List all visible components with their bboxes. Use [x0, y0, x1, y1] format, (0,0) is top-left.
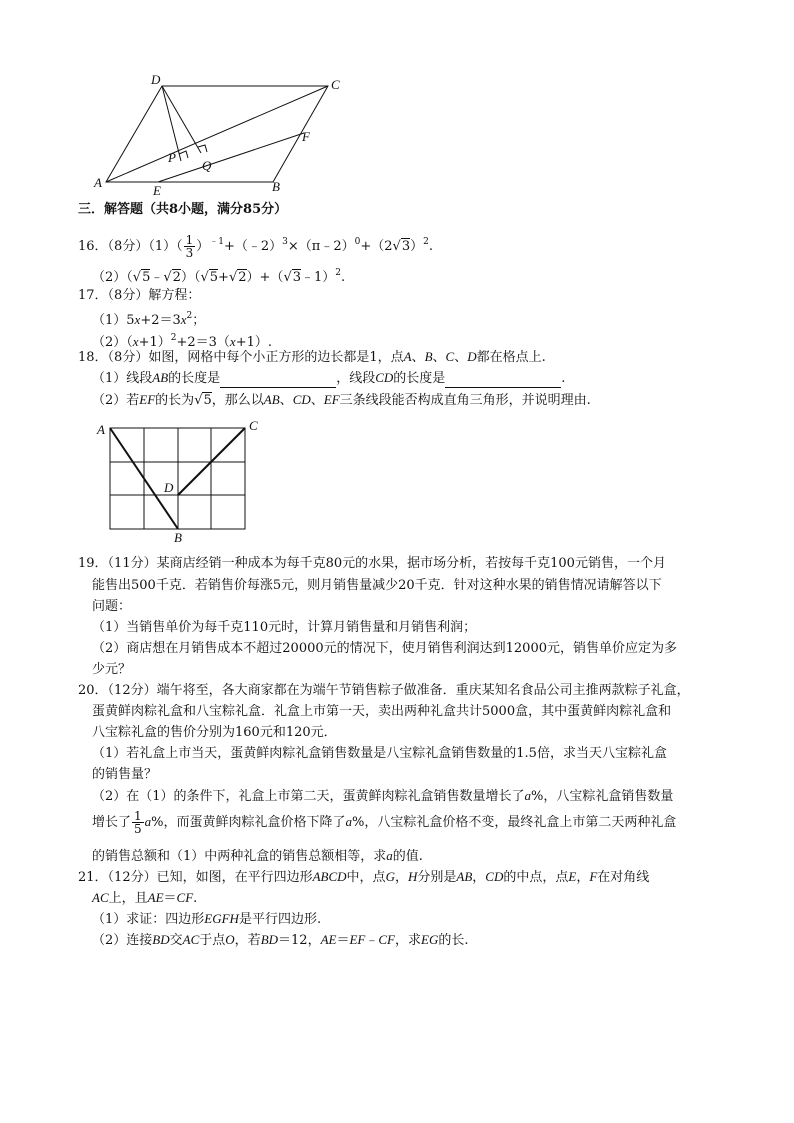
q20-l6a: （2）在（1）的条件下，礼盒上市第二天，蛋黄鲜肉粽礼盒销售数量增长了	[92, 789, 525, 804]
q20-var-a-2: a	[144, 814, 152, 829]
q21-l4p: EG	[421, 932, 439, 947]
q17-l2c: ；	[192, 313, 206, 328]
q18-point-b: B	[424, 349, 433, 364]
q18-l3a: （2）若	[92, 393, 140, 408]
q18-l3c: ，那么以	[211, 393, 264, 408]
q21-l4q: 的长.	[438, 933, 469, 948]
q21-e: E	[568, 869, 577, 884]
q16-p2g: .	[341, 270, 346, 285]
q21-l4i: ＝12，	[278, 933, 321, 948]
q21-l4e: 于点	[199, 933, 226, 948]
q19-part2: （2）商店想在月销售成本不超过20000元的情况下，使月销售利润达到12000元，销售单价应定为多	[92, 641, 677, 656]
q19-line-1: 19．（11分）某商店经销一种成本为每千克80元的水果，据市场分析，若按每千克100元销售，一个月	[78, 556, 666, 571]
q17-l2exp: 2	[186, 311, 193, 321]
q21-f: F	[589, 869, 598, 884]
q16-p1c: +（﹣2）	[223, 239, 283, 254]
grid-label-c: C	[249, 418, 258, 433]
q21-l2f: .	[193, 891, 198, 906]
q18-title	[78, 348, 546, 367]
q20-line-8	[92, 847, 423, 866]
q20-line-7	[92, 808, 676, 836]
q16-p1e: +（2	[360, 239, 393, 254]
q17-var-x3: x	[132, 334, 139, 349]
q17-l3c: +2＝3（	[176, 335, 230, 350]
q21-l4o: ，求	[395, 933, 422, 948]
grid-label-a: A	[97, 422, 105, 437]
q18-seg-ef: EF	[139, 392, 156, 407]
q18-l1e: 都在格点上.	[476, 350, 546, 365]
q21-l2d: ＝	[163, 891, 177, 906]
q21-l4f: O	[225, 932, 235, 947]
grid-lines	[110, 428, 245, 529]
q21-cd: CD	[485, 869, 504, 884]
q16-p2e: ）+（	[246, 270, 284, 285]
q16-exp4: 2	[423, 237, 429, 247]
q16-rad3: 2	[172, 270, 181, 285]
q20-l7c: %，八宝粽礼盒价格不变，最终礼盒上市第二天两种礼盒	[352, 815, 677, 830]
q21-l2e: CF	[176, 890, 194, 905]
q21-l3a: （1）求证：四边形	[92, 912, 205, 927]
label-f: F	[302, 129, 310, 144]
q20-frac-num: 1	[134, 809, 142, 823]
label-a: A	[94, 175, 102, 190]
q16-p2b: ﹣	[150, 270, 164, 285]
q21-l4h: BD	[260, 932, 279, 947]
q18-l2d: 的长度是	[393, 371, 446, 386]
q21-l4d: AC	[182, 932, 200, 947]
q21-l2c: AE	[147, 890, 164, 905]
grid-label-d: D	[164, 480, 174, 495]
q20-l6b: %，八宝粽礼盒销售数量	[531, 789, 674, 804]
q21-l1d: 分别是	[417, 870, 457, 885]
label-e: E	[153, 183, 161, 198]
q21-l4b: BD	[152, 932, 170, 947]
q18-part1	[92, 369, 565, 388]
q19-line-3: 问题：	[92, 599, 132, 614]
q21-l1g: ，	[576, 870, 590, 885]
q19-line-6: 少元？	[92, 662, 132, 677]
q20-var-a-4: a	[386, 848, 393, 863]
q16-part2: （2）（√5﹣√2）（√5+√2）+（√3﹣1）$^2$.	[92, 268, 346, 285]
q17-l3d: +1）.	[235, 335, 272, 350]
q18-l3d: 、	[279, 393, 293, 408]
q16-exp5: 2	[335, 268, 342, 278]
q17-l2a: （1）5	[92, 313, 135, 328]
q16-frac-den: 3	[185, 246, 194, 260]
q21-l1a: 21．（12分）已知，如图，在平行四边形	[78, 870, 313, 885]
q20-l7b: %，而蛋黄鲜肉粽礼盒价格下降了	[151, 815, 346, 830]
q21-l1c: ，	[394, 870, 408, 885]
q16-p2f: ﹣1）	[301, 270, 336, 285]
q16-p2c: ）（	[180, 270, 201, 285]
q18-point-d: D	[467, 349, 477, 364]
q17-var-x: x	[134, 312, 141, 327]
q20-line-3: 八宝粽礼盒的售价分别为160元和120元．	[92, 725, 337, 740]
q16-fraction	[184, 234, 196, 259]
q18-seg-ab-2: AB	[263, 392, 280, 407]
q21-h: H	[407, 869, 418, 884]
q20-line-1: 20．（12分）端午将至，各大商家都在为端午节销售粽子做准备．重庆某知名食品公司主推两款粽子礼盒，	[78, 683, 690, 698]
grid-figure	[92, 418, 268, 544]
q21-l4m: ﹣	[365, 933, 379, 948]
q17-part1	[92, 307, 205, 330]
q18-l1c: 、	[432, 350, 446, 365]
q18-l2c: ，线段	[336, 371, 376, 386]
q20-var-a-3: a	[345, 814, 353, 829]
q16-exp3: 0	[354, 237, 361, 247]
section-heading: 三．解答题（共8小题，满分85分）	[78, 202, 288, 217]
q18-l1d: 、	[454, 350, 468, 365]
q20-part1: （1）若礼盒上市当天，蛋黄鲜肉粽礼盒销售数量是八宝粽礼盒销售数量的1.5倍，求当天八宝粽礼盒	[92, 746, 667, 761]
q17-var-x2: x	[180, 312, 187, 327]
q16-p1d: ×（π﹣2）	[287, 239, 355, 254]
q21-l1f: 的中点，点	[503, 870, 569, 885]
q21-l1e: ，	[472, 870, 486, 885]
label-c: C	[331, 77, 340, 92]
q21-g: G	[385, 869, 395, 884]
q16-rad5: 2	[238, 270, 247, 285]
q16-rad6: 3	[292, 270, 302, 285]
q16-exp1: ﹣1	[209, 237, 224, 247]
diagonal-ac	[106, 86, 328, 182]
q16-p1g: .	[428, 239, 433, 254]
label-q: Q	[202, 158, 212, 173]
q17-l3b: +1）	[138, 335, 171, 350]
q21-l1h: 在对角线	[597, 870, 650, 885]
q18-seg-cd: CD	[375, 370, 394, 385]
q18-seg-ab: AB	[152, 370, 169, 385]
q21-l4g: ，若	[234, 933, 261, 948]
q17-title: 17．（8分）解方程：	[78, 288, 201, 303]
q21-line-2	[92, 889, 197, 908]
label-b: B	[272, 179, 280, 194]
q16-rad1: 3	[401, 239, 411, 254]
q21-l4k: ＝	[336, 933, 350, 948]
q16-p1b: ）	[196, 239, 210, 254]
q20-l8a: 的销售总额和（1）中两种礼盒的销售总额相等，求	[92, 849, 387, 864]
q18-seg-ef-2: EF	[323, 392, 340, 407]
q17-l3exp: 2	[170, 333, 177, 343]
q16-exp2: 3	[282, 237, 288, 247]
q20-line-2: 蛋黄鲜肉粽礼盒和八宝粽礼盒．礼盒上市第一天，卖出两种礼盒共计5000盒，其中蛋黄鲜肉粽礼盒和	[92, 704, 672, 719]
q18-point-c: C	[445, 349, 455, 364]
q21-part1	[92, 910, 321, 929]
q19-part1: （1）当销售单价为每千克110元时，计算月销售量和月销售利润；	[92, 620, 477, 635]
q20-l8b: 的值.	[392, 849, 423, 864]
label-d: D	[151, 72, 161, 87]
q18-l1a: 18．（8分）如图，网格中每个小正方形的边长都是1，点	[78, 350, 404, 365]
q18-rad: 5	[203, 393, 212, 408]
q16-rad2: 5	[142, 270, 151, 285]
q21-l4l: EF	[349, 932, 366, 947]
q18-l3e: 、	[310, 393, 324, 408]
q17-l2b: +2＝3	[140, 313, 181, 328]
q18-answer-blank-cd[interactable]	[445, 373, 561, 388]
q21-l4c: 交	[169, 933, 183, 948]
q21-l4a: （2）连接	[92, 933, 153, 948]
q18-l2b: 的长度是	[168, 371, 221, 386]
q16-p2d: +	[218, 270, 229, 285]
q21-ab: AB	[456, 869, 473, 884]
q16-part1: 16．（8分）（1）（ $\frac{1}{3}$ ）$^{﹣1}+(﹣2)^3\times(\pi﹣2)^0+(2√3)^2$.	[78, 233, 433, 260]
q18-l1b: 、	[411, 350, 425, 365]
q16-frac-num: 1	[185, 233, 194, 247]
label-p: P	[168, 150, 176, 165]
q18-answer-blank-ab[interactable]	[220, 373, 336, 388]
q18-l2a: （1）线段	[92, 371, 153, 386]
q16-p1f: ）	[410, 239, 424, 254]
q21-l3b: EGFH	[204, 911, 239, 926]
q16-rad4: 5	[209, 270, 219, 285]
q18-part2: （2）若EF的长为√5，那么以AB、CD、EF三条线段能否构成直角三角形，并说明理由.	[92, 392, 591, 408]
q18-l2e: .	[561, 371, 566, 386]
q20-part2	[92, 787, 673, 806]
q21-l1b: 中，点	[346, 870, 386, 885]
q21-l2a: AC	[92, 890, 109, 905]
q17-var-x4: x	[229, 334, 236, 349]
q20-line-5: 的销售量？	[92, 767, 158, 782]
q20-fraction	[132, 810, 144, 835]
q18-point-a: A	[403, 349, 412, 364]
q19-line-2: 能售出500千克．若销售价每涨5元，则月销售量减少20千克．针对这种水果的销售情况请解答以下	[92, 578, 662, 593]
parallelogram-figure	[90, 72, 360, 198]
q20-var-a: a	[524, 788, 532, 803]
q21-part2	[92, 931, 469, 950]
q18-seg-cd-2: CD	[292, 392, 311, 407]
q16-p1-text: 16．（8分）（1）（	[78, 239, 183, 254]
grid-label-b: B	[174, 530, 182, 544]
q21-l4n: CF	[378, 932, 396, 947]
q16-p2a: （2）（	[92, 270, 133, 285]
q21-l4j: AE	[320, 932, 337, 947]
q21-abcd: ABCD	[312, 869, 347, 884]
q20-frac-den: 5	[134, 822, 142, 836]
q17-l3a: （2）（	[92, 335, 133, 350]
q20-l7a: 增长了	[92, 815, 132, 830]
segment-dq	[162, 86, 201, 153]
q21-line-1	[78, 868, 649, 887]
q18-l3f: 三条线段能否构成直角三角形，并说明理由.	[339, 393, 591, 408]
q21-l3c: 是平行四边形.	[238, 912, 322, 927]
q18-l3b: 的长为	[155, 393, 195, 408]
q21-l2b: 上，且	[108, 891, 148, 906]
